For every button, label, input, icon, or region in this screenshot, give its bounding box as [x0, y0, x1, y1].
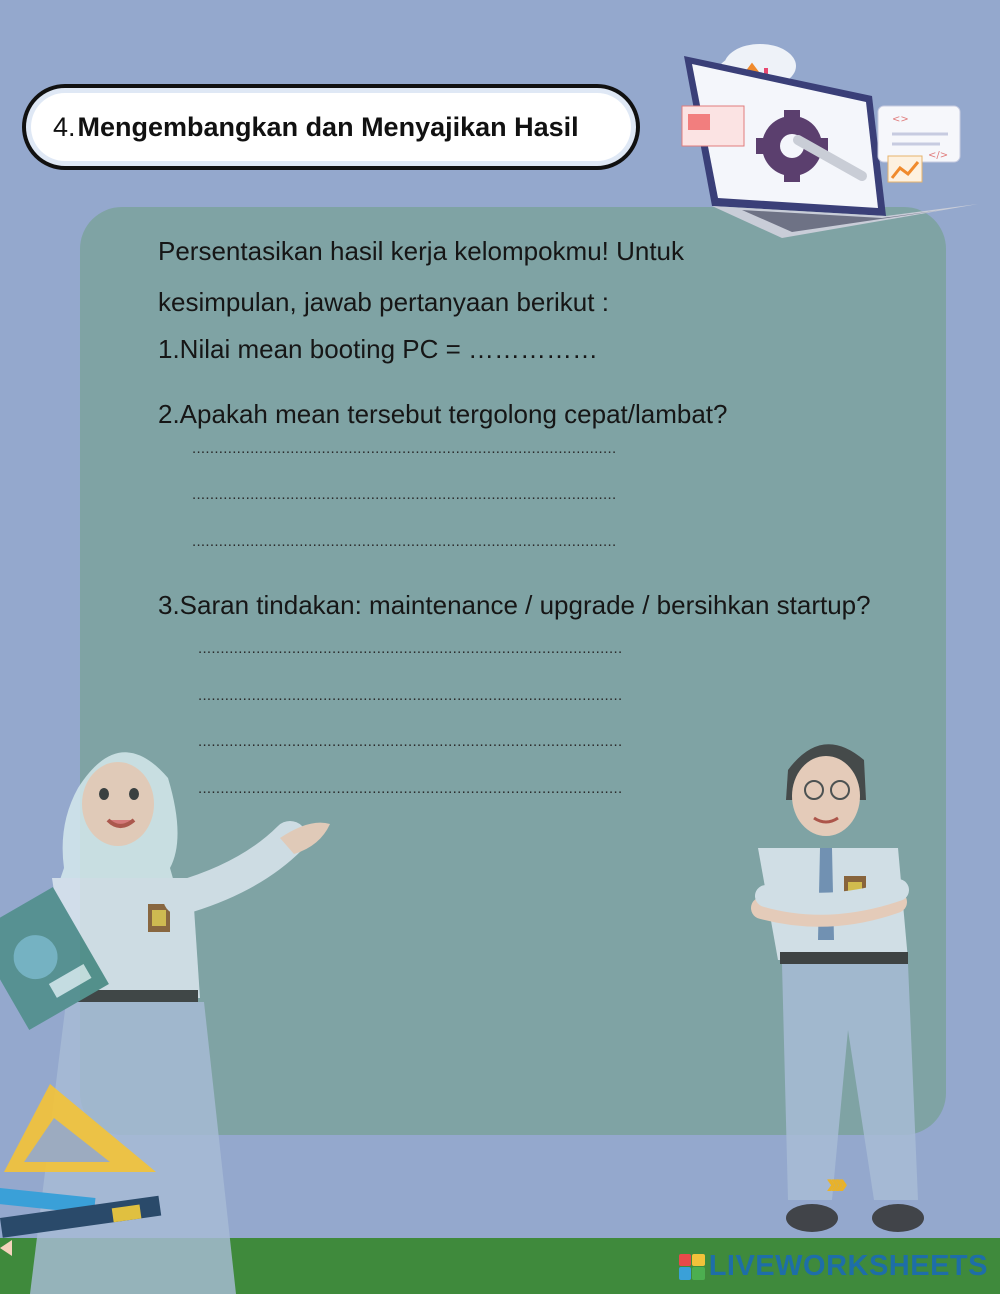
section-title — [22, 84, 640, 170]
student-boy-illustration — [748, 730, 948, 1240]
brand-grid-icon — [679, 1254, 705, 1280]
question-2: 2.Apakah mean tersebut tergolong cepat/lambat? — [158, 399, 728, 429]
question-3: 3.Saran tindakan: maintenance / upgrade / bersihkan startup? — [158, 590, 871, 620]
svg-text:</>: </> — [928, 150, 949, 161]
laptop-gear-illustration — [672, 38, 982, 253]
answer-line-q3-3[interactable]: ............................................................................................... — [198, 733, 623, 750]
answer-line-q2-3[interactable]: ............................................................................................... — [192, 533, 617, 550]
answer-line-q3-1[interactable]: ............................................................................................... — [198, 640, 623, 657]
question-1: 1.Nilai mean booting PC = …………… — [158, 334, 599, 364]
answer-line-q2-2[interactable]: ............................................................................................... — [192, 486, 617, 503]
ruler-set-illustration — [0, 1078, 170, 1268]
section-title-text: Mengembangkan dan Menyajikan Hasil — [77, 111, 579, 142]
section-number: 4. — [53, 111, 76, 142]
answer-line-q3-4[interactable]: ............................................................................................... — [198, 780, 623, 797]
brand-name: LIVEWORKSHEETS — [708, 1250, 988, 1282]
answer-line-q2-1[interactable]: ............................................................................................... — [192, 440, 617, 457]
intro-line-2: kesimpulan, jawab pertanyaan berikut : — [158, 287, 609, 317]
chevrons-icon: ›››› — [826, 1167, 842, 1200]
brand-logo[interactable] — [679, 1250, 988, 1283]
answer-line-q3-2[interactable]: ............................................................................................... — [198, 687, 623, 704]
svg-text:<>: <> — [892, 114, 909, 125]
intro-line-1: Persentasikan hasil kerja kelompokmu! Untuk — [158, 236, 685, 266]
